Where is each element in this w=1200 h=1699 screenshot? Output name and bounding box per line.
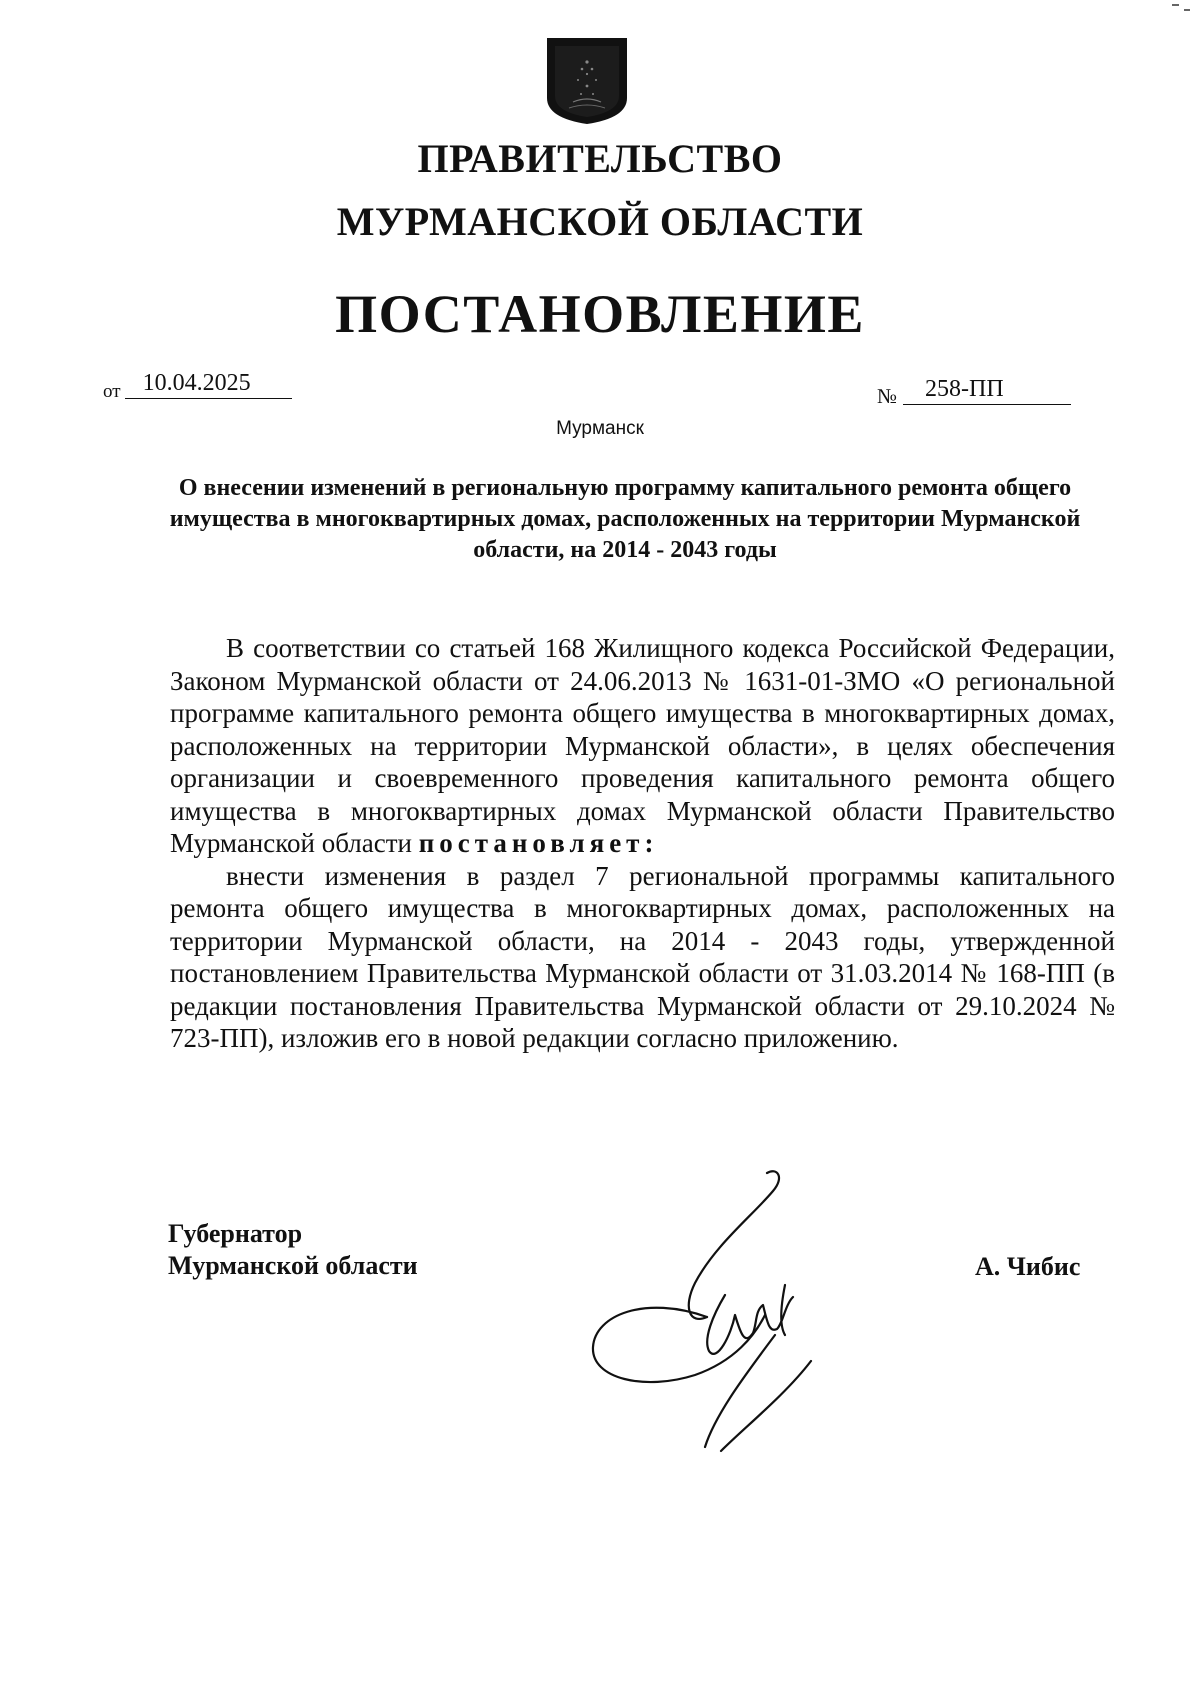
document-type: ПОСТАНОВЛЕНИЕ [335,284,865,344]
decree-word: постановляет: [418,828,659,858]
document-subject: О внесении изменений в региональную программу капитального ремонта общего имущества в многоквартирных домах, расположенных на территории Мурманской области, на 2014 - 2043 годы [169,475,1081,563]
body-paragraph [170,632,1115,860]
signatory-title-line1: Губернатор [168,1219,303,1248]
org-name-line2: МУРМАНСКОЙ ОБЛАСТИ [336,199,864,244]
signatory-title-line2: Мурманской области [168,1251,418,1280]
body-paragraph-text: В соответствии со статьей 168 Жилищного кодекса Российской Федерации, Законом Мурманской области от 24.06.2013 № 1631-01-ЗМО «О региональной программе капитального ремонта общего имущества в многоквартирных домах, расположенных на территории Мурманской области», в целях обеспечения организации и своевременного проведения капитального ремонта общего имущества в многоквартирных домах Мурманской области Правительство Мурманской области [170,633,1115,858]
corner-mark-icon [1170,2,1192,12]
date-block [103,372,292,403]
signatory-title [168,1218,418,1282]
coat-of-arms-icon [545,36,629,126]
handwritten-signature-icon [585,1165,855,1455]
signatory-name: А. Чибис [975,1252,1081,1281]
document-date: 10.04.2025 [125,368,292,399]
org-name-line1: ПРАВИТЕЛЬСТВО [417,136,783,181]
document-body [170,632,1115,1055]
number-prefix: № [877,384,898,408]
city: Мурманск [556,418,644,439]
date-prefix: от [103,381,121,402]
number-block [877,378,1071,409]
document-number: 258-ПП [903,374,1071,405]
body-paragraph: внести изменения в раздел 7 региональной программы капитального ремонта общего имущества в многоквартирных домах, расположенных на территории Мурманской области, на 2014 - 2043 годы, утвержденной постановлением Правительства Мурманской области от 31.03.2014 № 168-ПП (в редакции постановления Правительства Мурманской области от 29.10.2024 № 723-ПП), изложив его в новой редакции согласно приложению. [170,860,1115,1053]
